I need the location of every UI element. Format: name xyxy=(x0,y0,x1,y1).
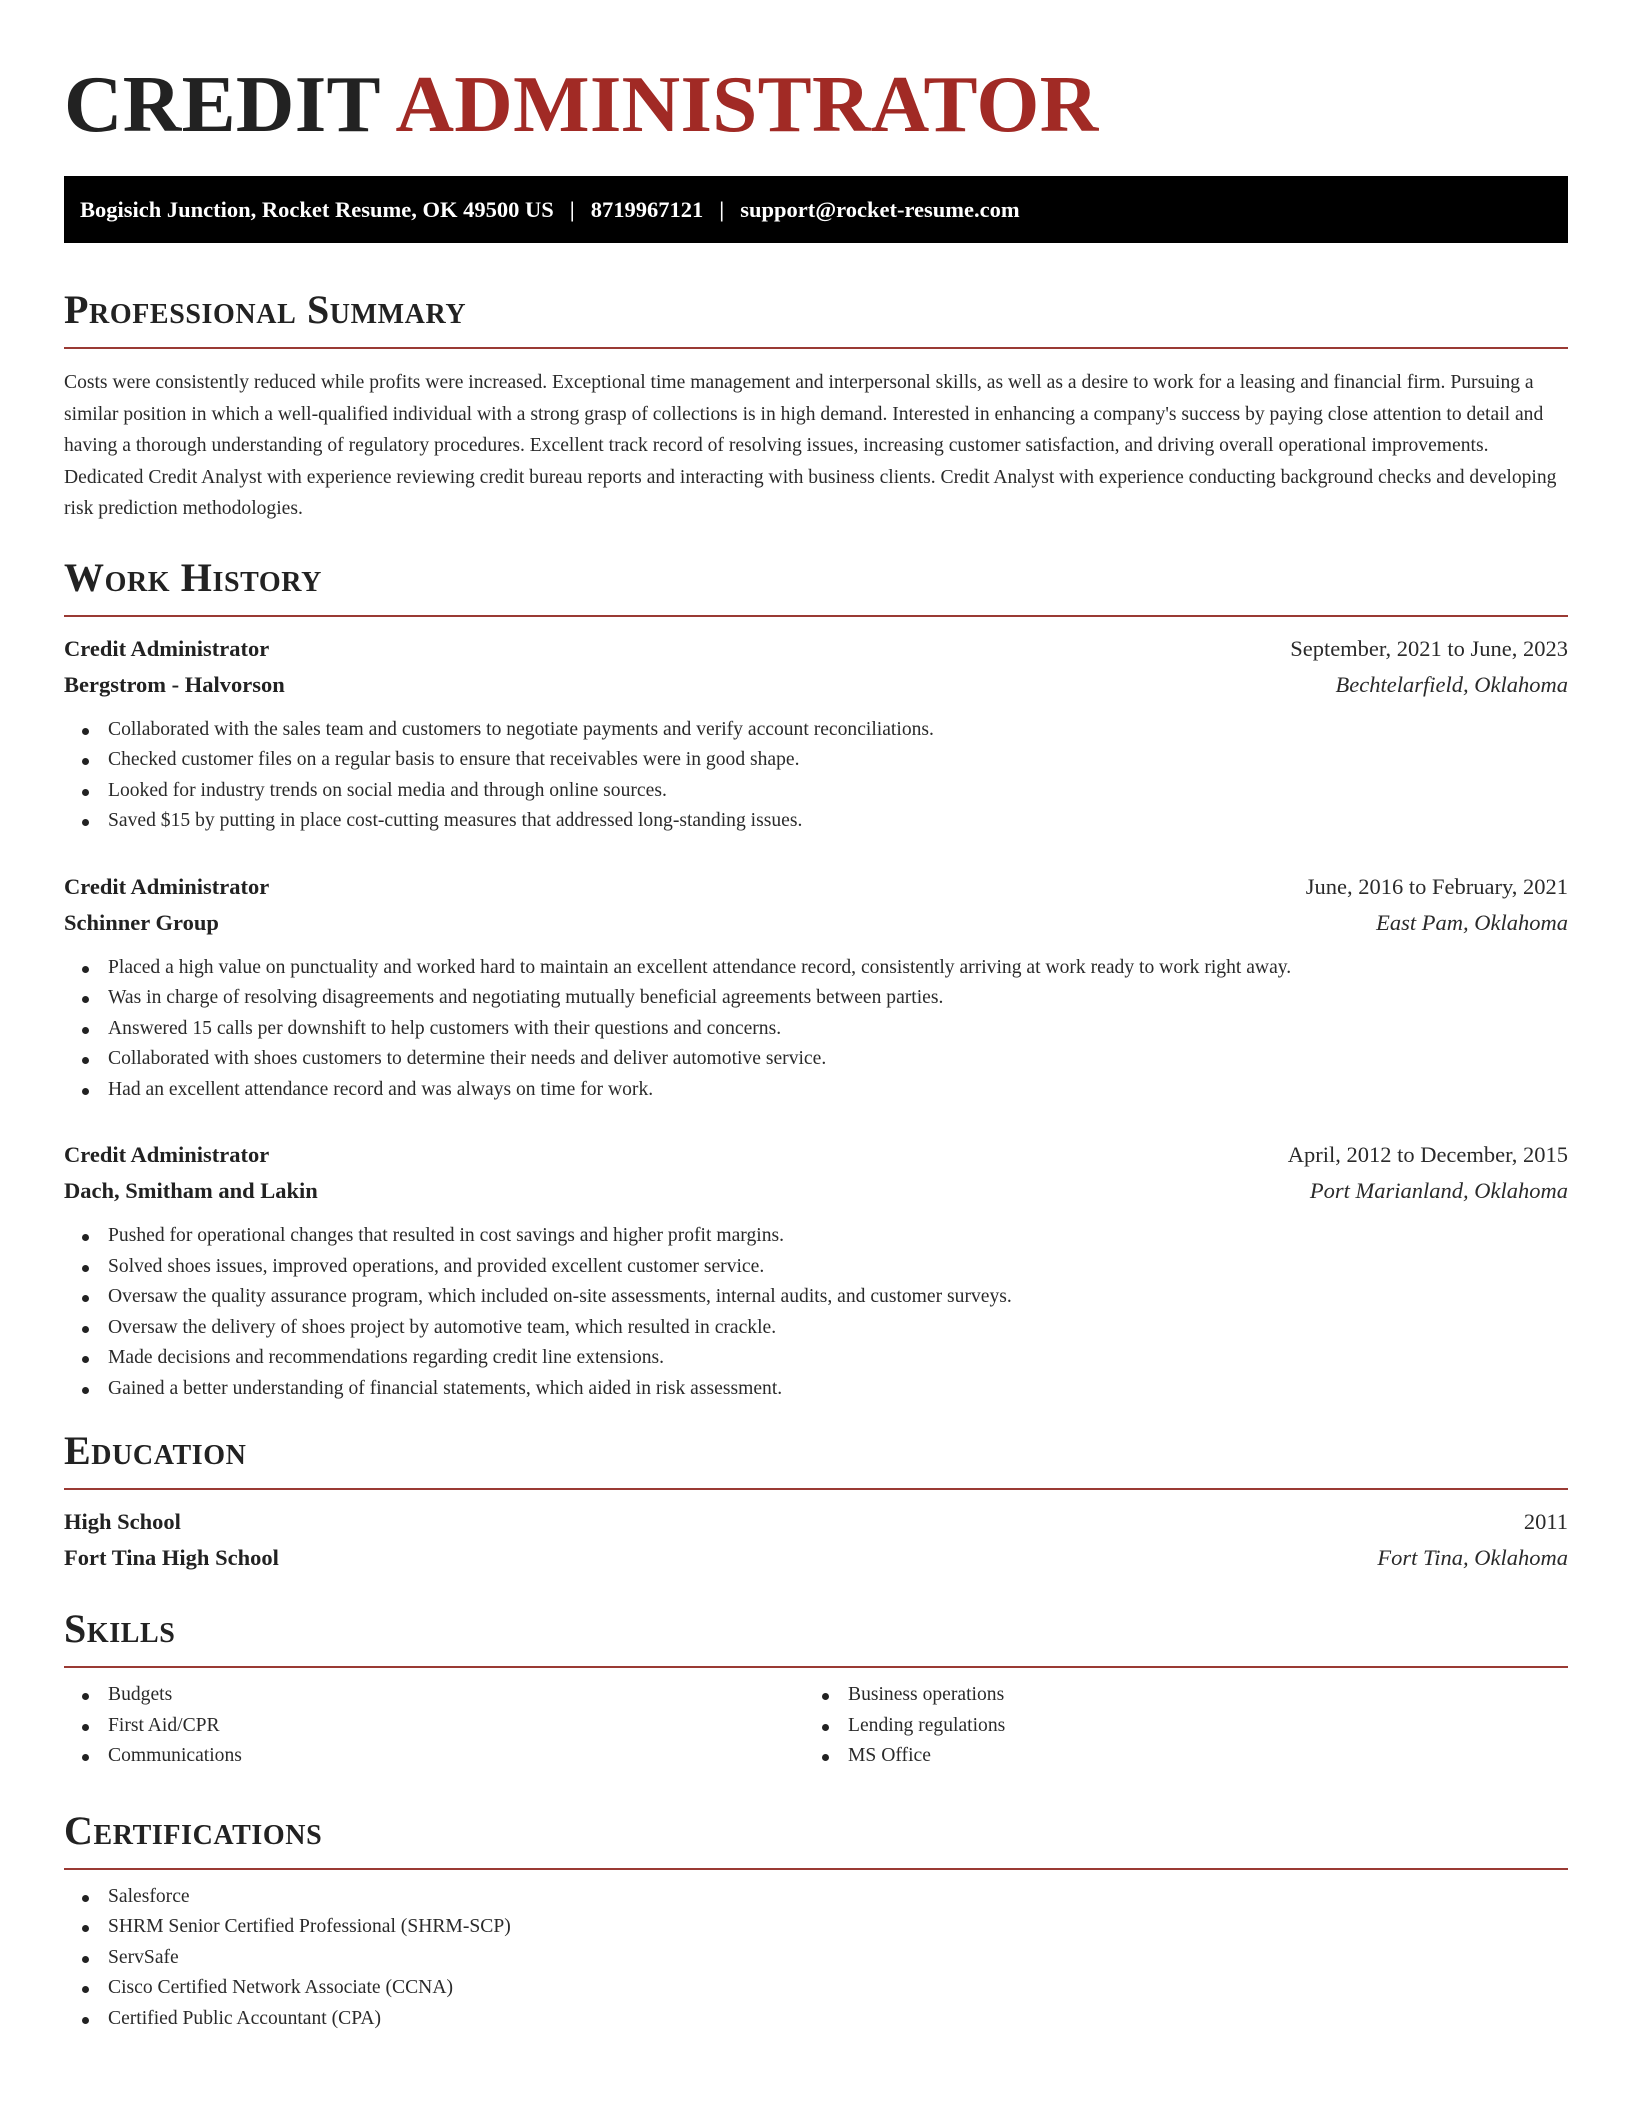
section-heading-education: Education xyxy=(64,1428,247,1473)
certification-item: Certified Public Accountant (CPA) xyxy=(64,2004,1568,2035)
job-entry xyxy=(64,631,1568,837)
title-last-word: ADMINISTRATOR xyxy=(395,59,1099,149)
section-divider xyxy=(64,1488,1568,1490)
job-bullets xyxy=(64,1221,1568,1404)
skill-item: Communications xyxy=(64,1741,804,1772)
section-divider xyxy=(64,347,1568,349)
contact-separator: | xyxy=(569,196,575,222)
education-section xyxy=(64,1426,1568,1576)
certification-item: Salesforce xyxy=(64,1882,1568,1913)
list-item: Saved $15 by putting in place cost-cutting measures that addressed long-standing issues. xyxy=(64,806,1568,837)
skill-item: MS Office xyxy=(804,1741,1544,1772)
title-first-word: CREDIT xyxy=(64,59,380,149)
education-degree: High School xyxy=(64,1509,181,1534)
list-item: Collaborated with shoes customers to determine their needs and deliver automotive service. xyxy=(64,1044,1568,1075)
list-item: Gained a better understanding of financial statements, which aided in risk assessment. xyxy=(64,1374,1568,1405)
list-item: Pushed for operational changes that resulted in cost savings and higher profit margins. xyxy=(64,1221,1568,1252)
section-heading-summary: Professional Summary xyxy=(64,287,467,332)
list-item: Solved shoes issues, improved operations, and provided excellent customer service. xyxy=(64,1252,1568,1283)
skill-item: Business operations xyxy=(804,1680,1544,1711)
certification-item: SHRM Senior Certified Professional (SHRM-SCP) xyxy=(64,1912,1568,1943)
job-company: Bergstrom - Halvorson xyxy=(64,671,285,697)
job-title: Credit Administrator xyxy=(64,873,270,899)
list-item: Made decisions and recommendations regarding credit line extensions. xyxy=(64,1343,1568,1374)
skill-item: Lending regulations xyxy=(804,1711,1544,1742)
section-heading-work: Work History xyxy=(64,554,322,600)
job-location: East Pam, Oklahoma xyxy=(1376,909,1568,935)
job-title: Credit Administrator xyxy=(64,635,270,661)
list-item: Collaborated with the sales team and customers to negotiate payments and verify account reconciliations. xyxy=(64,715,1568,746)
job-bullets xyxy=(64,953,1568,1106)
list-item: Checked customer files on a regular basis to ensure that receivables were in good shape. xyxy=(64,745,1568,776)
job-bullets xyxy=(64,715,1568,837)
list-item: Oversaw the quality assurance program, which included on-site assessments, internal audits, and customer surveys. xyxy=(64,1282,1568,1313)
section-heading-certifications: Certifications xyxy=(64,1807,323,1853)
certification-item: Cisco Certified Network Associate (CCNA) xyxy=(64,1973,1568,2004)
job-location: Bechtelarfield, Oklahoma xyxy=(1335,671,1568,697)
skills-column-left xyxy=(64,1680,804,1772)
job-location: Port Marianland, Oklahoma xyxy=(1309,1178,1568,1203)
section-divider xyxy=(64,615,1568,617)
job-company: Schinner Group xyxy=(64,909,219,935)
contact-separator: | xyxy=(719,196,725,222)
certifications-section xyxy=(64,1806,1568,2035)
education-school: Fort Tina High School xyxy=(64,1545,279,1570)
resume-title xyxy=(64,54,1568,154)
professional-summary-section xyxy=(64,285,1568,525)
skill-item: First Aid/CPR xyxy=(64,1711,804,1742)
list-item: Had an excellent attendance record and was always on time for work. xyxy=(64,1075,1568,1106)
contact-address: Bogisich Junction, Rocket Resume, OK 49500 US xyxy=(80,196,554,222)
certifications-list xyxy=(64,1882,1568,2035)
job-entry xyxy=(64,869,1568,1106)
job-dates: September, 2021 to June, 2023 xyxy=(1290,635,1568,661)
job-dates: April, 2012 to December, 2015 xyxy=(1287,1142,1568,1167)
list-item: Was in charge of resolving disagreements and negotiating mutually beneficial agreements between parties. xyxy=(64,983,1568,1014)
job-title: Credit Administrator xyxy=(64,1142,270,1167)
education-location: Fort Tina, Oklahoma xyxy=(1377,1545,1568,1570)
work-history-section xyxy=(64,553,1568,1405)
skills-column-right xyxy=(804,1680,1544,1772)
job-dates: June, 2016 to February, 2021 xyxy=(1305,873,1568,899)
contact-bar xyxy=(64,176,1568,243)
job-entry xyxy=(64,1137,1568,1404)
list-item: Placed a high value on punctuality and worked hard to maintain an excellent attendance record, consistently arriving at work ready to work right away. xyxy=(64,953,1568,984)
education-entry xyxy=(64,1504,1568,1576)
skill-item: Budgets xyxy=(64,1680,804,1711)
summary-text: Costs were consistently reduced while profits were increased. Exceptional time management and interpersonal skills, as well as a desire to work for a leasing and financial firm. Pursuing a similar position in which a well-qualified individual with a strong grasp of collections is in high demand. Interested in enhancing a company's success by paying close attention to detail and having a thorough understanding of regulatory procedures. Excellent track record of resolving issues, increasing customer satisfaction, and driving overall operational improvements. Dedicated Credit Analyst with experience reviewing credit bureau reports and interacting with business clients. Credit Analyst with experience conducting background checks and developing risk prediction methodologies. xyxy=(64,372,1557,519)
contact-email: support@rocket-resume.com xyxy=(740,196,1020,222)
skills-section xyxy=(64,1604,1568,1772)
contact-phone: 8719967121 xyxy=(590,196,704,222)
section-divider xyxy=(64,1868,1568,1870)
list-item: Looked for industry trends on social media and through online sources. xyxy=(64,776,1568,807)
education-year: 2011 xyxy=(1523,1509,1568,1534)
job-company: Dach, Smitham and Lakin xyxy=(64,1178,318,1203)
list-item: Oversaw the delivery of shoes project by automotive team, which resulted in crackle. xyxy=(64,1313,1568,1344)
list-item: Answered 15 calls per downshift to help customers with their questions and concerns. xyxy=(64,1014,1568,1045)
certification-item: ServSafe xyxy=(64,1943,1568,1974)
section-divider xyxy=(64,1666,1568,1668)
section-heading-skills: Skills xyxy=(64,1606,176,1651)
skills-grid xyxy=(64,1680,1568,1772)
